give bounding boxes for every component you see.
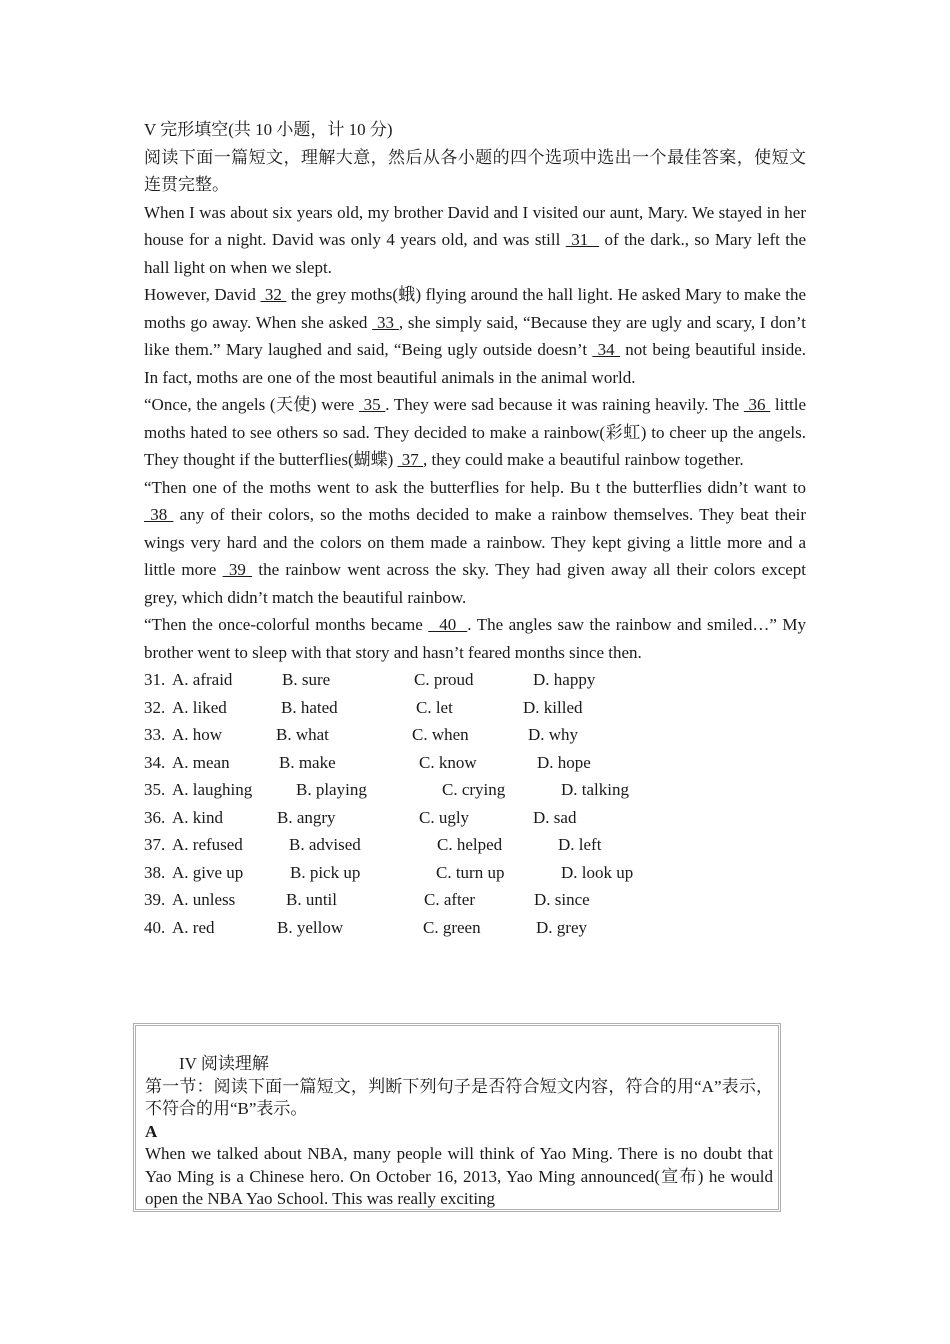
option-row-36: 36. A. kind B. angry C. ugly D. sad: [144, 804, 806, 832]
option-a[interactable]: A. kind: [172, 807, 223, 827]
option-d[interactable]: D. why: [528, 725, 579, 744]
option-a[interactable]: A. mean: [172, 752, 230, 772]
option-c[interactable]: C. proud: [414, 670, 474, 689]
option-c[interactable]: C. when: [412, 725, 469, 744]
option-a[interactable]: A. laughing: [172, 780, 253, 799]
section-heading: IV 阅读理解: [179, 1054, 269, 1073]
option-c[interactable]: C. know: [419, 752, 477, 772]
option-a[interactable]: A. red: [172, 917, 215, 937]
option-row-32: 32. A. liked B. hated C. let D. killed: [144, 694, 806, 722]
option-a[interactable]: A. how: [172, 725, 223, 744]
blank-33[interactable]: 33: [372, 312, 399, 332]
blank-39[interactable]: 39: [222, 560, 253, 579]
option-c[interactable]: C. ugly: [419, 807, 470, 827]
blank-34[interactable]: 34: [592, 340, 620, 359]
blank-40[interactable]: 40: [428, 615, 468, 634]
option-b[interactable]: B. yellow: [277, 917, 344, 937]
option-d[interactable]: D. happy: [533, 670, 596, 689]
passage-paragraph: “Once, the angels (天使) were 35 . They were sad because it was raining heavily. The 36 little moths hated to see others so sad. They decided to make a rainbow(彩虹) to cheer up the angels. They thought if the butterflies(蝴蝶) 37 , they could make a beautiful rainbow together.: [144, 395, 807, 469]
option-a[interactable]: A. refused: [172, 835, 243, 854]
option-b[interactable]: B. advised: [289, 835, 361, 854]
passage-paragraph: However, David 32 the grey moths(蛾) flying around the hall light. He asked Mary to make the moths go away. When she asked 33 , she simply said, “Because they are ugly and scary, I don’t like them.” Mary laughed and said, “Being ugly outside doesn’t 34 not being beautiful inside. In fact, moths are one of the most beautiful animals in the animal world.: [144, 285, 807, 387]
reading-section: [145, 1053, 773, 1211]
blank-37[interactable]: 37: [397, 450, 424, 469]
option-b[interactable]: B. until: [286, 890, 338, 909]
option-b[interactable]: B. sure: [282, 670, 331, 689]
option-c[interactable]: C. let: [416, 697, 453, 717]
option-c[interactable]: C. crying: [442, 780, 506, 799]
option-row-35: 35. A. laughing B. playing C. crying D. talking: [144, 776, 806, 804]
option-b[interactable]: B. hated: [281, 697, 338, 717]
answer-options: [144, 666, 806, 941]
option-d[interactable]: D. talking: [561, 780, 629, 799]
passage-paragraph: When we talked about NBA, many people will think of Yao Ming. There is no doubt that Yao Ming is a Chinese hero. On October 16, 2013, Yao Ming announced(宣布) he would open the NBA Yao School. This was really exciting: [145, 1144, 773, 1208]
blank-31[interactable]: 31: [565, 230, 600, 249]
section-instructions: 阅读下面一篇短文，理解大意，然后从各小题的四个选项中选出一个最佳答案，使短文连贯完整。: [144, 147, 806, 194]
blank-35[interactable]: 35: [358, 395, 386, 414]
option-d[interactable]: D. killed: [523, 697, 583, 717]
option-row-37: 37. A. refused B. advised C. helped D. left: [144, 831, 806, 859]
option-row-39: 39. A. unless B. until C. after D. since: [144, 886, 806, 914]
option-c[interactable]: C. after: [424, 890, 475, 909]
option-d[interactable]: D. look up: [561, 862, 634, 882]
option-d[interactable]: D. sad: [533, 807, 577, 827]
option-b[interactable]: B. make: [279, 752, 336, 772]
option-b[interactable]: B. what: [276, 725, 329, 744]
blank-36[interactable]: 36: [743, 395, 771, 414]
blank-38[interactable]: 38: [144, 505, 174, 524]
part-label: A: [145, 1121, 158, 1141]
option-d[interactable]: D. since: [534, 890, 590, 909]
section-heading: V 完形填空(共 10 小题，计 10 分): [144, 120, 393, 139]
passage-paragraph: “Then one of the moths went to ask the butterflies for help. Bu t the butterflies didn’t want to 38 any of their colors, so the moths decided to make a rainbow themselves. They beat their wings very hard and the colors on them made a rainbow. They kept giving a little more and a little more 39 the rainbow went across the sky. They had given away all their colors except grey, which didn’t match the beautiful rainbow.: [144, 477, 807, 607]
passage-paragraph: “Then the once-colorful months became 40 . The angles saw the rainbow and smiled…” My brother went to sleep with that story and hasn’t feared months since then.: [144, 615, 806, 662]
option-a[interactable]: A. give up: [172, 862, 244, 882]
option-a[interactable]: A. unless: [172, 890, 236, 909]
option-a[interactable]: A. liked: [172, 697, 227, 717]
option-c[interactable]: C. turn up: [436, 862, 505, 882]
option-row-38: 38. A. give up B. pick up C. turn up D. look up: [144, 859, 806, 887]
option-a[interactable]: A. afraid: [172, 670, 233, 689]
option-c[interactable]: C. helped: [437, 835, 503, 854]
section-instructions: 第一节：阅读下面一篇短文，判断下列句子是否符合短文内容，符合的用“A”表示，不符合的用“B”表示。: [145, 1076, 773, 1118]
cloze-section: [144, 116, 806, 941]
reading-section-frame: [133, 1023, 781, 1212]
option-d[interactable]: D. hope: [537, 752, 591, 772]
passage-paragraph: When I was about six years old, my brother David and I visited our aunt, Mary. We stayed in her house for a night. David was only 4 years old, and was still 31 of the dark., so Mary left the hall light on when we slept.: [144, 202, 807, 277]
option-row-33: 33. A. how B. what C. when D. why: [144, 721, 806, 749]
option-row-34: 34. A. mean B. make C. know D. hope: [144, 749, 806, 777]
blank-32[interactable]: 32: [260, 285, 287, 304]
option-b[interactable]: B. pick up: [290, 862, 361, 882]
option-row-40: 40. A. red B. yellow C. green D. grey: [144, 914, 806, 942]
option-c[interactable]: C. green: [423, 917, 481, 937]
option-b[interactable]: B. playing: [296, 780, 367, 799]
option-d[interactable]: D. left: [558, 835, 602, 854]
option-b[interactable]: B. angry: [277, 807, 336, 827]
option-row-31: 31. A. afraid B. sure C. proud D. happy: [144, 666, 806, 694]
option-d[interactable]: D. grey: [536, 917, 587, 937]
